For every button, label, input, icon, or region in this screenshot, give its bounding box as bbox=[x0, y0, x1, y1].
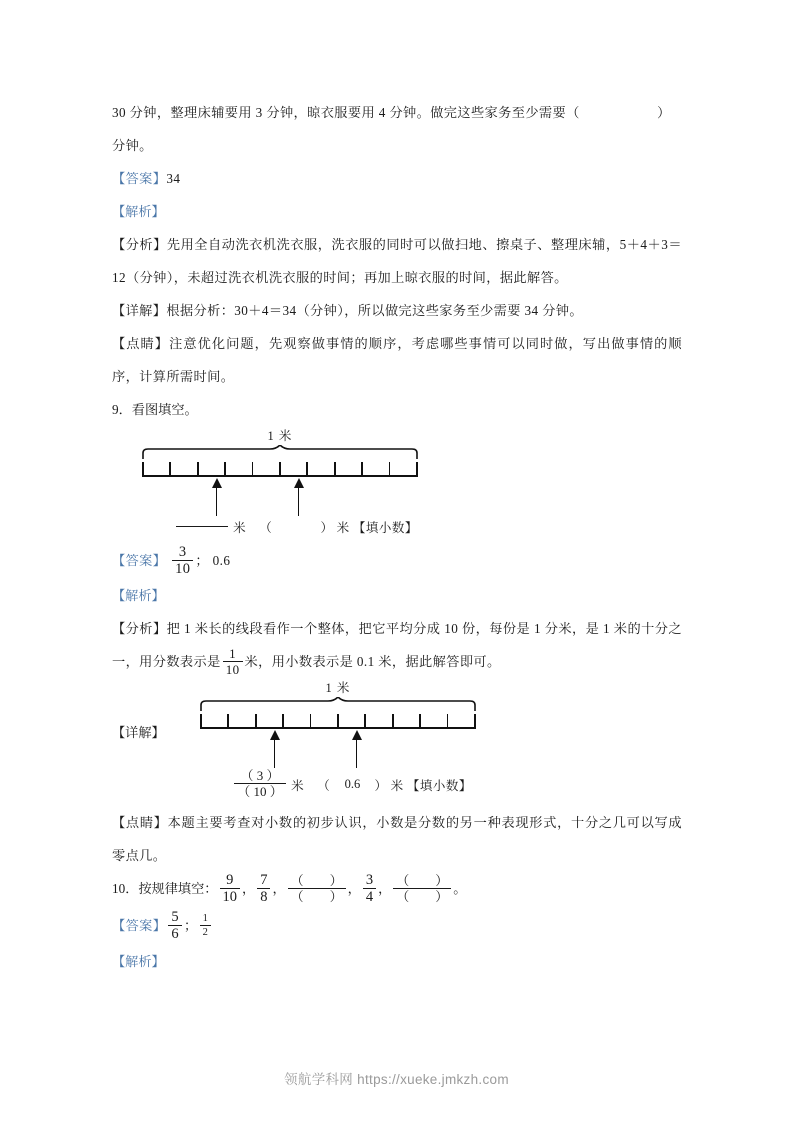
q9-blank-fraction bbox=[176, 526, 228, 527]
q10-seq-denominator: 4 bbox=[363, 888, 376, 906]
axis-tick bbox=[224, 462, 226, 476]
q8-answer-tag: 【答案】 bbox=[112, 171, 167, 186]
q10-answer-separator: ； bbox=[184, 917, 198, 933]
arrow-shaft bbox=[298, 486, 299, 516]
q9-blank-fraction-denominator bbox=[176, 526, 228, 527]
q9-answer-separator: ； bbox=[195, 553, 209, 568]
axis-tick bbox=[361, 462, 363, 476]
axis-tick bbox=[282, 714, 284, 728]
q9-blank-axis bbox=[142, 462, 418, 478]
arrow-shaft bbox=[356, 738, 357, 768]
q8-xiangjie-tag: 【详解】 bbox=[112, 303, 167, 318]
q9-heading bbox=[112, 393, 682, 426]
q10-heading bbox=[112, 872, 682, 907]
q8-dianjing-text: 注意优化问题，先观察做事情的顺序，考虑哪些事情可以同时做，写出做事情的顺序，计算所需时间。 bbox=[112, 336, 682, 384]
brace-icon bbox=[200, 697, 476, 711]
q8-jiexi-tag: 【解析】 bbox=[112, 204, 165, 219]
q9-answer-row bbox=[112, 544, 682, 579]
q9-answer-decimal: 0.6 bbox=[212, 553, 231, 568]
q8-xiangjie-row bbox=[112, 294, 682, 327]
q9-fenxi-fraction-numerator: 1 bbox=[229, 645, 237, 661]
axis-tick bbox=[419, 714, 421, 728]
q10-seq-item bbox=[363, 872, 376, 906]
q9-fenxi-tag: 【分析】 bbox=[112, 620, 167, 636]
q10-sep: ， bbox=[272, 880, 286, 896]
axis-tick bbox=[337, 714, 339, 728]
q10-sep: ， bbox=[242, 880, 256, 896]
axis-tick bbox=[474, 714, 476, 728]
q10-seq-item-blank bbox=[288, 874, 346, 904]
q10-answer-fraction-1 bbox=[168, 909, 182, 943]
q9-filled-meter-label: 1 米 bbox=[325, 680, 351, 695]
q8-answer-value: 34 bbox=[166, 171, 181, 186]
q10-answer-fraction-1-denominator: 6 bbox=[168, 925, 182, 943]
q9-blank-caption bbox=[134, 518, 466, 536]
q8-stem-line1-close: ） bbox=[657, 105, 671, 120]
q9-blank-unit2: 米 bbox=[336, 521, 350, 535]
q8-fenxi-tag: 【分析】 bbox=[112, 237, 167, 252]
arrow-up-icon bbox=[211, 476, 223, 516]
q10-sep: ， bbox=[378, 880, 392, 896]
q9-filled-decimal-open: （ bbox=[317, 778, 331, 793]
q9-filled-fraction-denominator: （ 10 ） bbox=[234, 783, 286, 799]
q10-seq-denominator: 10 bbox=[220, 888, 241, 906]
axis-tick bbox=[310, 714, 312, 728]
q10-answer-fraction-1-numerator: 5 bbox=[171, 908, 180, 925]
q8-stem-line1-text: 30 分钟，整理床辅要用 3 分钟，晾衣服要用 4 分钟。做完这些家务至少需要（ bbox=[112, 105, 580, 120]
arrow-shaft bbox=[216, 486, 217, 516]
q9-dianjing-row bbox=[112, 806, 682, 872]
q8-dianjing-row bbox=[112, 327, 682, 393]
q9-figure-filled-inner bbox=[192, 678, 484, 799]
q10-seq-numerator: 3 bbox=[365, 871, 374, 888]
axis-tick bbox=[447, 714, 449, 728]
q10-answer-tag: 【答案】 bbox=[112, 917, 167, 933]
footer-watermark bbox=[0, 1068, 793, 1088]
q9-title: 看图填空。 bbox=[131, 402, 198, 417]
q9-figure-blank bbox=[112, 426, 682, 544]
axis-tick bbox=[169, 462, 171, 476]
q9-answer-fraction-denominator: 10 bbox=[172, 560, 193, 578]
q9-figure-blank-inner bbox=[134, 426, 426, 544]
q9-filled-caption bbox=[192, 767, 524, 800]
q9-answer-fraction-numerator: 3 bbox=[178, 543, 187, 560]
document-content bbox=[112, 96, 682, 978]
q10-answer-row bbox=[112, 907, 682, 945]
q9-answer-fraction bbox=[172, 544, 193, 578]
q9-blank-decimal-close: ） bbox=[320, 521, 334, 535]
q10-seq-denominator: （ ） bbox=[288, 888, 346, 904]
q10-terminator: 。 bbox=[453, 880, 467, 896]
q9-answer-tag: 【答案】 bbox=[112, 553, 167, 568]
q10-answer-fraction-2-numerator: 1 bbox=[202, 912, 209, 924]
q10-answer-fraction-2 bbox=[200, 913, 212, 939]
arrow-up-icon bbox=[293, 476, 305, 516]
q9-xiangjie-tag: 【详解】 bbox=[112, 724, 165, 740]
arrow-up-icon bbox=[351, 728, 363, 768]
axis-tick bbox=[389, 462, 391, 476]
q9-fenxi-fraction-denominator: 10 bbox=[223, 661, 243, 677]
q9-fenxi-fraction bbox=[223, 647, 243, 677]
axis-tick bbox=[200, 714, 202, 728]
q9-blank-decimal-open: （ bbox=[259, 521, 273, 535]
q8-stem-line2: 分钟。 bbox=[112, 138, 153, 153]
axis-tick bbox=[416, 462, 418, 476]
arrow-shaft bbox=[274, 738, 275, 768]
q9-fenxi-part2: 米，用小数表示是 0.1 米，据此解答即可。 bbox=[244, 653, 501, 669]
axis-tick bbox=[197, 462, 199, 476]
q9-filled-unit1: 米 bbox=[291, 778, 305, 793]
arrow-up-icon bbox=[269, 728, 281, 768]
q9-filled-decimal-close: ） bbox=[374, 778, 388, 793]
q9-jiexi-tag: 【解析】 bbox=[112, 587, 165, 603]
q8-stem-line1 bbox=[112, 96, 682, 129]
q9-filled-fraction-numerator: （ 3 ） bbox=[240, 767, 280, 783]
q10-seq-item bbox=[220, 872, 241, 906]
q9-blank-unit1: 米 bbox=[233, 521, 247, 535]
footer-site-name: 领航学科网 bbox=[284, 1072, 354, 1087]
q9-fenxi-part1: 把 1 米长的线段看作一个整体，把它平均分成 10 份，每份是 1 分米，是 1 米的十分之一，用分数表示是 bbox=[112, 620, 682, 669]
axis-tick bbox=[364, 714, 366, 728]
q8-fenxi-text: 先用全自动洗衣机洗衣服，洗衣服的同时可以做扫地、擦桌子、整理床辅，5＋4＋3＝12（分钟），未超过洗衣机洗衣服的时间；再加上晾衣服的时间，据此解答。 bbox=[112, 237, 682, 285]
q9-filled-axis bbox=[200, 714, 476, 730]
axis-tick bbox=[255, 714, 257, 728]
q9-filled-unit2: 米 bbox=[390, 778, 404, 793]
q8-xiangjie-text: 根据分析：30＋4＝34（分钟），所以做完这些家务至少需要 34 分钟。 bbox=[166, 303, 583, 318]
q10-seq-numerator: （ ） bbox=[396, 872, 449, 888]
q10-answer-fraction-2-denominator: 2 bbox=[200, 925, 212, 939]
q10-seq-item-blank bbox=[393, 874, 451, 904]
q10-seq-numerator: （ ） bbox=[290, 872, 343, 888]
axis-tick bbox=[142, 462, 144, 476]
axis-tick bbox=[306, 462, 308, 476]
q10-sep: ， bbox=[347, 880, 361, 896]
axis-tick bbox=[279, 462, 281, 476]
q10-seq-item bbox=[257, 872, 270, 906]
q10-seq-numerator: 7 bbox=[260, 871, 268, 888]
q8-fenxi-row bbox=[112, 228, 682, 294]
q8-dianjing-tag: 【点睛】 bbox=[112, 336, 170, 351]
axis-tick bbox=[392, 714, 394, 728]
q9-filled-hint: 【填小数】 bbox=[406, 778, 472, 793]
q10-number: 10． bbox=[112, 880, 139, 896]
axis-tick bbox=[334, 462, 336, 476]
q9-dianjing-tag: 【点睛】 bbox=[112, 814, 168, 830]
q10-seq-numerator: 9 bbox=[226, 871, 234, 888]
axis-tick bbox=[252, 462, 254, 476]
q9-figure-filled bbox=[112, 678, 682, 806]
footer-url: https://xueke.jmkzh.com bbox=[357, 1072, 509, 1087]
q10-jiexi-tag: 【解析】 bbox=[112, 953, 165, 969]
q9-filled-decimal-value: 0.6 bbox=[344, 777, 361, 792]
q9-blank-hint: 【填小数】 bbox=[352, 521, 418, 535]
q10-seq-denominator: 8 bbox=[257, 888, 270, 906]
q8-answer-row bbox=[112, 162, 682, 195]
brace-icon bbox=[142, 445, 418, 459]
q9-number: 9． bbox=[112, 402, 132, 417]
q9-fenxi-row bbox=[112, 612, 682, 678]
q9-filled-fraction bbox=[234, 769, 286, 799]
q10-title: 按规律填空： bbox=[138, 880, 218, 896]
q9-dianjing-text: 本题主要考查对小数的初步认识，小数是分数的另一种表现形式，十分之几可以写成零点几。 bbox=[112, 814, 682, 863]
q10-seq-denominator: （ ） bbox=[393, 888, 451, 904]
axis-tick bbox=[227, 714, 229, 728]
q9-blank-meter-label: 1 米 bbox=[267, 429, 293, 443]
